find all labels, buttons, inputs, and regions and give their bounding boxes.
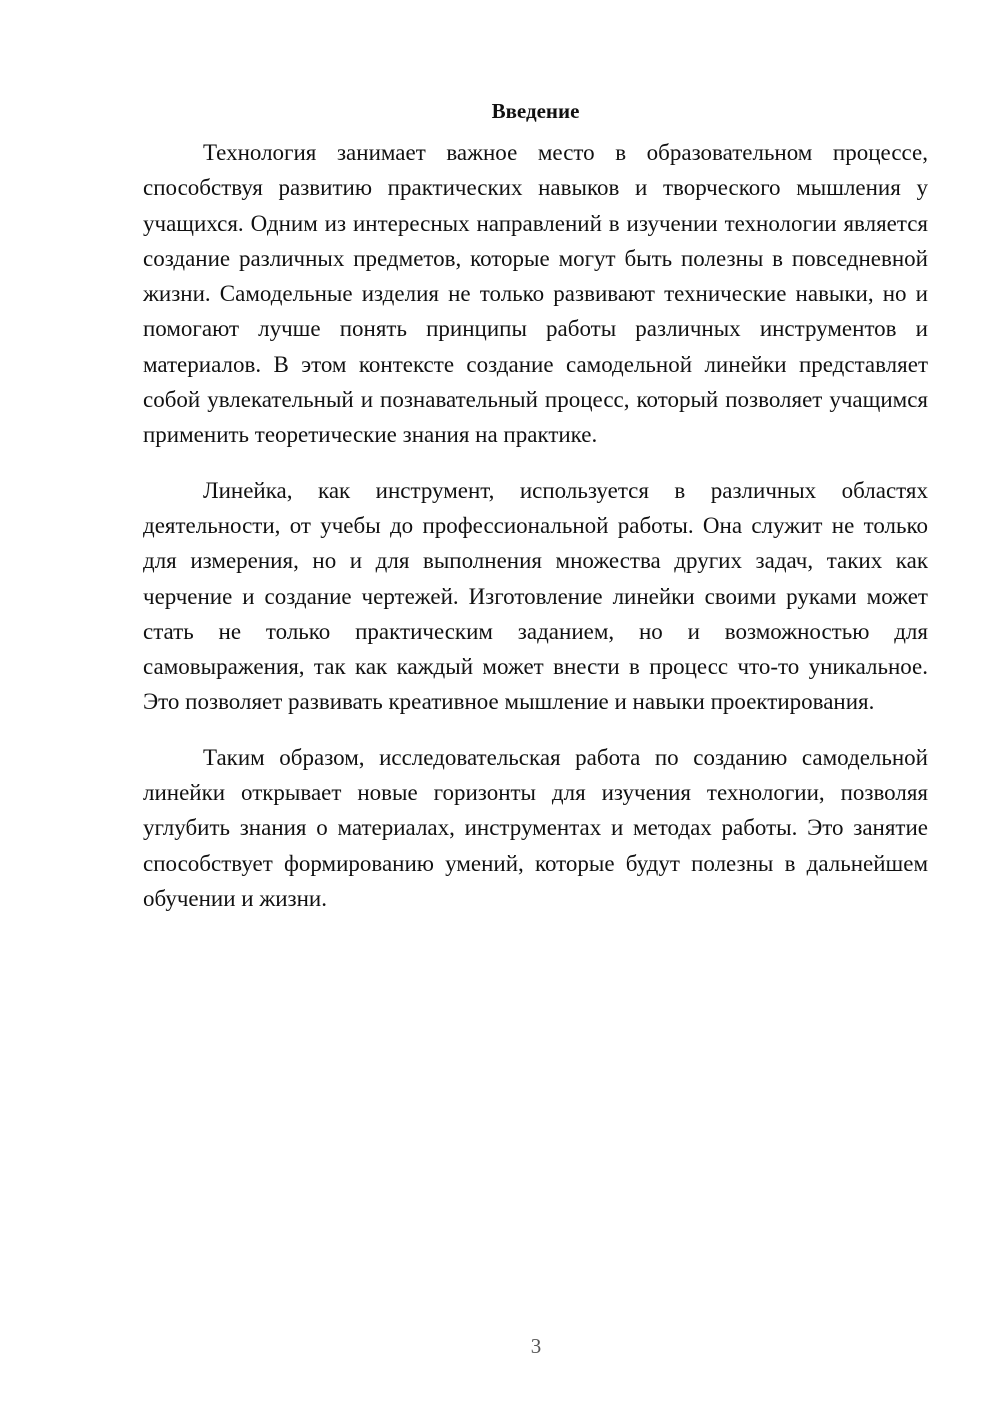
page-content bbox=[143, 96, 928, 936]
paragraph-ruler: Линейка, как инструмент, используется в различных областях деятельности, от учебы до профессиональной работы. Она служит не только для измерения, но и для выполнения множества других задач, таких как черчение и создание чертежей. Изготовление линейки своими руками может стать не только практическим заданием, но и возможностью для самовыражения, так как каждый может внести в процесс что-то уникальное. Это позволяет развивать креативное мышление и навыки проектирования. bbox=[143, 477, 928, 715]
section-heading: Введение bbox=[491, 99, 580, 123]
paragraph-intro: Технология занимает важное место в образовательном процессе, способствуя развитию практических навыков и творческого мышления у учащихся. Одним из интересных направлений в изучении технологии является создание различных предметов, которые могут быть полезны в повседневной жизни. Самодельные изделия не только развивают технические навыки, но и помогают лучше понять принципы работы различных инструментов и материалов. В этом контексте создание самодельной линейки представляет собой увлекательный и познавательный процесс, который позволяет учащимся применить теоретические знания на практике. bbox=[143, 140, 928, 448]
page-number: 3 bbox=[530, 1334, 542, 1358]
paragraph-conclusion: Таким образом, исследовательская работа по созданию самодельной линейки открывает новые горизонты для изучения технологии, позволяя углубить знания о материалах, инструментах и методах работы. Это занятие способствует формированию умений, которые будут полезны в дальнейшем обучении и жизни. bbox=[143, 744, 928, 911]
